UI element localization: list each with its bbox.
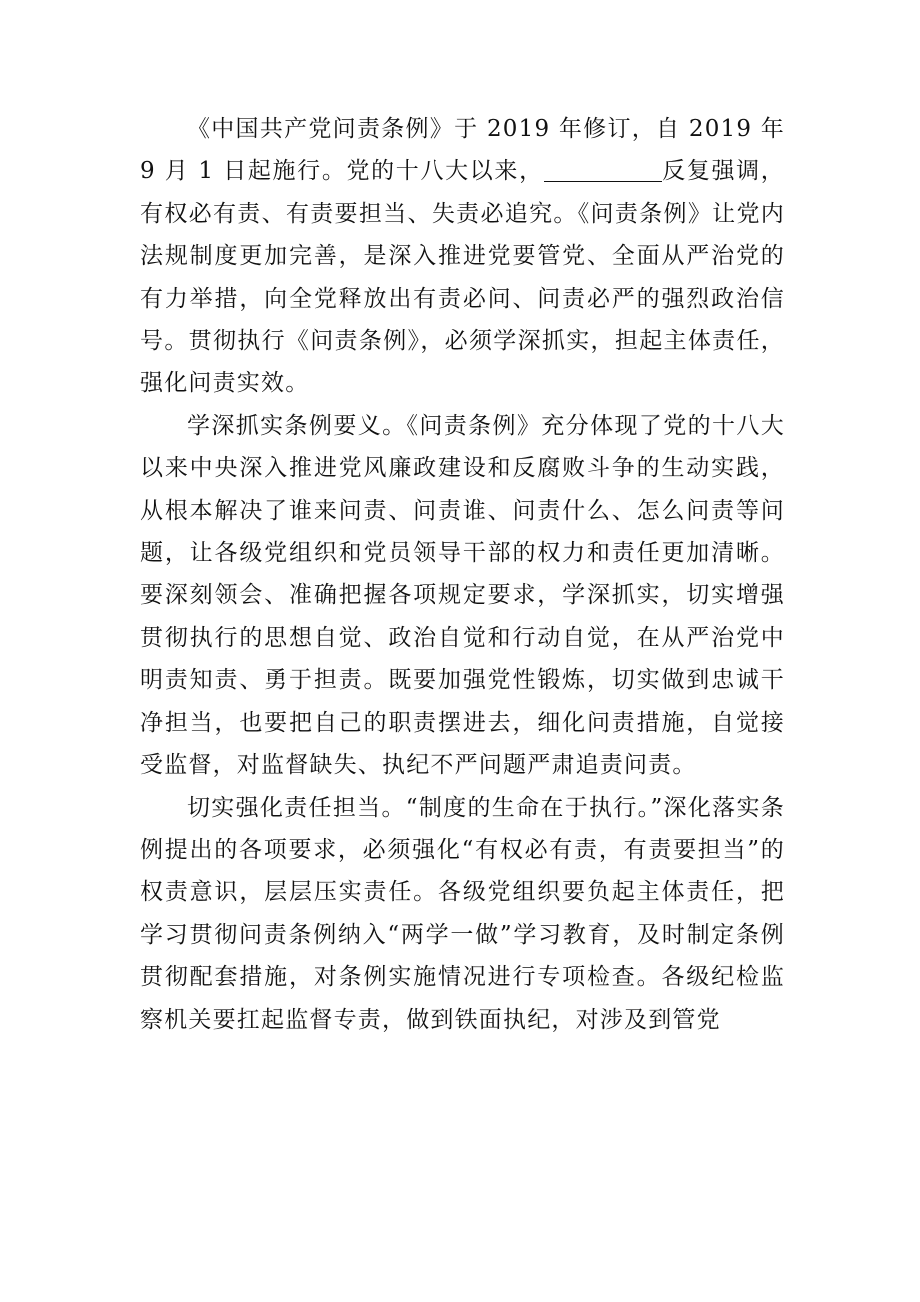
document-page bbox=[140, 108, 785, 1041]
paragraph-intro-text-after-blank: 反复强调，有权必有责、有责要担当、失责必追究。《问责条例》让党内法规制度更加完善，是深入推进党要管党、全面从严治党的有力举措，向全党释放出有责必问、问责必严的强烈政治信号。贯彻执行《问责条例》，必须学深抓实，担起主体责任，强化问责实效。 bbox=[140, 158, 786, 397]
paragraph-intro-text-before-blank: 《中国共产党问责条例》于 2019 年修订，自 2019 年 9 月 1 日起施行。党的十八大以来， bbox=[140, 116, 785, 185]
paragraph-study: 学深抓实条例要义。《问责条例》充分体现了党的十八大以来中央深入推进党风廉政建设和反腐败斗争的生动实践，从根本解决了谁来问责、问责谁、问责什么、怎么问责等问题，让各级党组织和党员领导干部的权力和责任更加清晰。要深刻领会、准确把握各项规定要求，学深抓实，切实增强贯彻执行的思想自觉、政治自觉和行动自觉，在从严治党中明责知责、勇于担责。既要加强党性锻炼，切实做到忠诚干净担当，也要把自己的职责摆进去，细化问责措施，自觉接受监督，对监督缺失、执纪不严问题严肃追责问责。 bbox=[140, 412, 785, 779]
paragraph-intro bbox=[140, 108, 785, 405]
paragraph-responsibility: 切实强化责任担当。“制度的生命在于执行。”深化落实条例提出的各项要求，必须强化“有权必有责，有责要担当”的权责意识，层层压实责任。各级党组织要负起主体责任，把学习贯彻问责条例纳入“两学一做”学习教育，及时制定条例贯彻配套措施，对条例实施情况进行专项检查。各级纪检监察机关要扛起监督专责，做到铁面执纪，对涉及到管党 bbox=[140, 794, 785, 1033]
fill-in-blank bbox=[544, 159, 662, 182]
